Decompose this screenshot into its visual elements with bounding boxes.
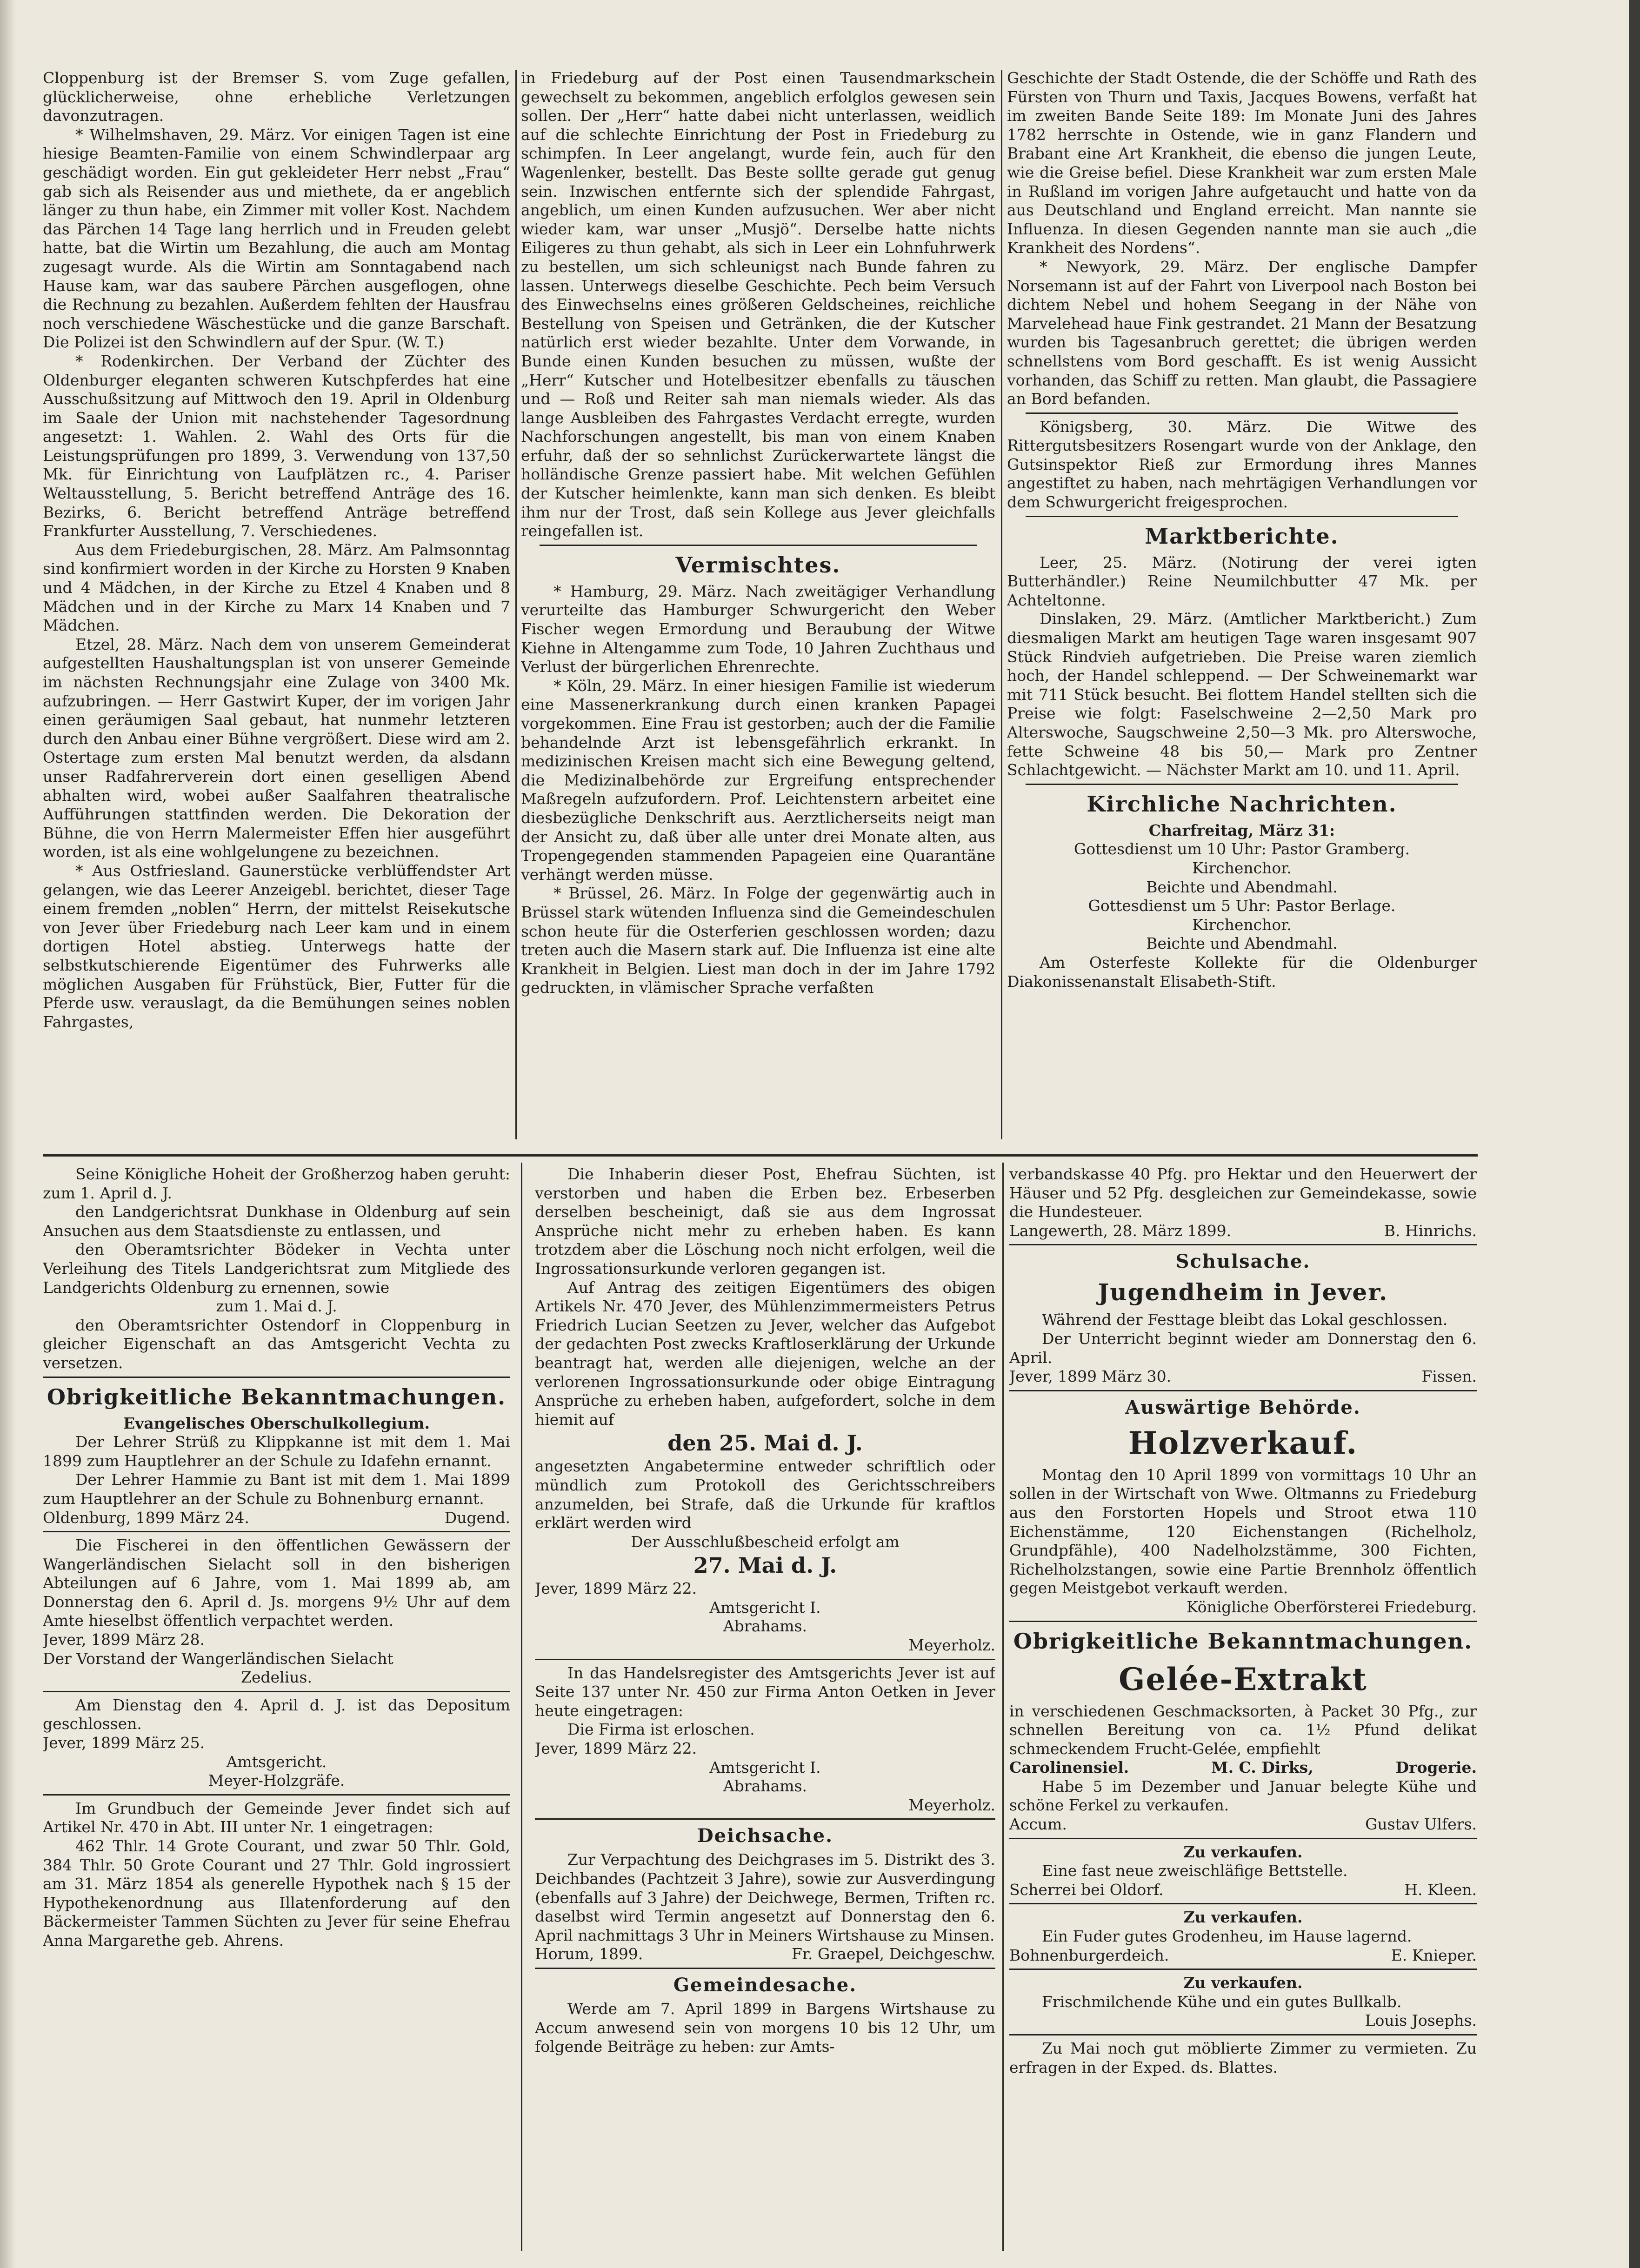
article-paragraph: * Wilhelmshaven, 29. März. Vor einigen Tagen ist eine hiesige Beamten-Familie von einem Schwindlerpaar arg geschädigt worden. Ein gut gekleideter Herr nebst „Frau“ gab sich als Reisender aus und miethete, da er angeblich länger zu thun habe, ein Zimmer mit voller Kost. Nachdem das Pärchen 14 Tage lang herrlich und in Freuden gelebt hatte, bat die Wirtin um Bezahlung, die auch am Montag zugesagt wurde. Als die Wirtin am Sonntagabend nach Hause kam, war das saubere Pärchen ausgeflogen, ohne die Rechnung zu bezahlen. Außerdem fehlten der Hausfrau noch verschiedene Wäschestücke und die ganze Barschaft. Die Polizei ist den Schwindlern auf der Spur. (W. T.)	[43, 125, 510, 352]
centered-line: Gottesdienst um 5 Uhr: Pastor Berlage.	[1088, 897, 1396, 915]
article-paragraph: Aus dem Friedeburgischen, 28. März. Am Palmsonntag sind konfirmiert worden in der Kirche zu Horsten 9 Knaben und 4 Mädchen, in der Kirche zu Etzel 4 Knaben und 8 Mädchen und in der Kirche zu Marx 14 Knaben und 7 Mädchen.	[43, 540, 510, 635]
rule-divider	[535, 1968, 995, 1969]
article-paragraph: Eine fast neue zweischläfige Bettstelle.	[1042, 1862, 1348, 1880]
signature-line: Meyerholz.	[908, 1636, 995, 1655]
column-divider	[515, 70, 517, 1139]
rule-divider	[1009, 1838, 1477, 1839]
signature-line: Meyerholz.	[908, 1796, 995, 1814]
article-paragraph: Frischmilchende Kühe und ein gutes Bullkalb.	[1042, 1992, 1402, 2011]
signature-part: Langewerth, 28. März 1899.	[1009, 1221, 1232, 1240]
signature-part: B. Hinrichs.	[1384, 1221, 1477, 1240]
article-paragraph: Während der Festtage bleibt das Lokal geschlossen.	[1042, 1310, 1448, 1329]
article-paragraph: in Friedeburg auf der Post einen Tausendmarkschein gewechselt zu bekommen, angeblich erfolglos gewesen sein sollen. Der „Herr“ hatte dabei nicht unterlassen, weidlich auf die schlechte Einrichtung der Post in Friedeburg zu schimpfen. In Leer angelangt, wurde fein, auch für den Wagenlenker, bestellt. Das Beste sollte gerade gut genug sein. Inzwischen entfernte sich der splendide Fahrgast, angeblich, um einen Kunden aufzusuchen. Wer aber nicht wieder kam, war unser „Musjö“. Derselbe hatte nichts Eiligeres zu thun gehabt, als sich in Leer ein Lohnfuhrwerk zu bestellen, um sich schleunigst nach Bunde fahren zu lassen. Unterwegs dieselbe Geschichte. Pech beim Versuch des Einwechselns eines größeren Geldscheines, reichliche Bestellung von Speisen und Getränken, die der Kutscher natürlich erst wieder bezahlte. Unter dem Vorwande, in Bunde einen Kunden besuchen zu müssen, wußte der „Herr“ Kutscher und Hotelbesitzer ebenfalls zu täuschen und — Roß und Reiter sah man niemals wieder. Als das lange Ausbleiben des Fahrgastes Verdacht erregte, wurden Nachforschungen angestellt, bis man von einem Knaben erfuhr, daß der so sehnlichst Zurückerwartete längst die holländische Grenze passiert habe. Mit welchen Gefühlen der Kutscher heimlenkte, kann man sich denken. Es bleibt ihm nur der Trost, daß sein Kollege aus Jever gleichfalls reingefallen ist.	[521, 69, 995, 540]
column-1	[43, 69, 510, 1148]
article-paragraph: Der Lehrer Strüß zu Klippkanne ist mit dem 1. Mai 1899 zum Hauptlehrer an der Schule zu Idafehn ernannt.	[43, 1433, 510, 1470]
article-paragraph: * Newyork, 29. März. Der englische Dampfer Norsemann ist auf der Fahrt von Liverpool nach Boston bei dichtem Nebel und hohem Seegang in der Nähe von Marvelehead haue Fink gestrandet. 21 Mann der Besatzung wurden bis Tagesanbruch gerettet; die übrigen werden schnellstens vom Bord geschafft. Es ist wenig Aussicht vorhanden, das Schiff zu retten. Man glaubt, die Passagiere an Bord befanden.	[1007, 257, 1477, 408]
signature-line	[1009, 1758, 1477, 1777]
signature-part: Scherrei bei Oldorf.	[1009, 1880, 1164, 1899]
rule-divider	[1026, 516, 1458, 517]
rule-divider	[43, 1794, 510, 1796]
article-paragraph: Der Unterricht beginnt wieder am Donnerstag den 6. April.	[1009, 1329, 1477, 1367]
rule-divider	[43, 1377, 510, 1378]
article-paragraph: Jever, 1899 März 28.	[43, 1630, 205, 1649]
centered-line: Gottesdienst um 10 Uhr: Pastor Gramberg.	[1073, 840, 1410, 858]
page-edge	[1629, 0, 1640, 2268]
rule-divider	[1009, 2034, 1477, 2035]
centered-line: Zu verkaufen.	[1183, 1908, 1303, 1927]
rule-divider	[1009, 1390, 1477, 1391]
section-divider	[43, 1154, 1478, 1157]
article-paragraph: verbandskasse 40 Pfg. pro Hektar und den Heuerwert der Häuser und 52 Pfg. desgleichen zur Gemeindekasse, sowie die Hundesteuer.	[1009, 1165, 1477, 1221]
article-paragraph: * Brüssel, 26. März. In Folge der gegenwärtig auch in Brüssel stark wütenden Influenza sind die Gemeindeschulen schon heute für die Osterferien geschlossen worden; dazu treten auch die Masern stark auf. Die Influenza ist eine alte Krankheit in Belgien. Liest man doch in der im Jahre 1792 gedruckten, in vlämischer Sprache verfaßten	[521, 884, 995, 997]
centered-line: Zedelius.	[241, 1668, 312, 1687]
section-heading: Obrigkeitliche Bekanntmachungen.	[1013, 1628, 1473, 1654]
signature-line	[1009, 1222, 1477, 1241]
rule-divider	[1009, 1903, 1477, 1904]
article-paragraph: Etzel, 28. März. Nach dem von unserem Gemeinderat aufgestellten Haushaltungsplan ist von unserer Gemeinde im nächsten Rechnungsjahr eine Zulage von 3400 Mk. aufzubringen. — Herr Gastwirt Kuper, der im vorigen Jahr einen geräumigen Saal gebaut, hat nunmehr letzteren durch den Anbau einer Bühne vergrößert. Diese wird am 2. Ostertage zum ersten Mal benutzt werden, da alsdann unser Radfahrerverein dort einen geselligen Abend abhalten wird, wobei außer Saalfahren theatralische Aufführungen stattfinden werden. Die Dekoration der Bühne, die von Herrn Malermeister Effen hier ausgeführt worden, ist als eine wohlgelungene zu bezeichnen.	[43, 635, 510, 861]
rule-divider	[43, 1691, 510, 1692]
article-paragraph: Jever, 1899 März 25.	[43, 1734, 205, 1752]
section-heading: Schulsache.	[1175, 1250, 1311, 1273]
article-paragraph: Die Fischerei in den öffentlichen Gewässern der Wangerländischen Sielacht soll in den bisherigen Abteilungen auf 6 Jahre, vom 1. Mai 1899 ab, am Donnerstag den 6. April d. Js. morgens 9½ Uhr auf dem Amte hieselbst öffentlich verpachtet werden.	[43, 1536, 510, 1630]
signature-line	[1009, 1881, 1477, 1900]
article-paragraph: Auf Antrag des zeitigen Eigentümers des obigen Artikels Nr. 470 Jever, des Mühlenzimmermeisters Petrus Friedrich Lucian Seetzen zu Jever, welcher das Aufgebot der gedachten Post zwecks Kraftloserklärung der Urkunde beantragt hat, werden alle diejenigen, welche an der verlorenen Ingrossationsurkunde oder obige Eintragung Ansprüche zu erheben haben, aufgefordert, solche in dem hiemit auf	[535, 1278, 995, 1429]
section-heading: Jugendheim in Jever.	[1098, 1278, 1388, 1306]
article-paragraph: Königsberg, 30. März. Die Witwe des Rittergutsbesitzers Rosengart wurde von der Anklage, den Gutsinspektor Rieß zur Ermordung ihres Mannes angestiftet zu haben, nach mehrtägigen Verhandlungen vor dem Schwurgericht freigesprochen.	[1007, 417, 1477, 512]
article-paragraph: Am Dienstag den 4. April d. J. ist das Depositum geschlossen.	[43, 1696, 510, 1733]
column-divider	[521, 1163, 522, 2251]
article-paragraph: Die Firma ist erloschen.	[567, 1720, 755, 1739]
article-paragraph: den Oberamtsrichter Ostendorf in Cloppenburg in gleicher Eigenschaft an das Amtsgericht Vechta zu versetzen.	[43, 1316, 510, 1372]
centered-line: Zu verkaufen.	[1183, 1974, 1303, 1992]
centered-line: Kirchenchor.	[1192, 858, 1292, 877]
signature-part: Drogerie.	[1395, 1758, 1477, 1777]
article-paragraph: * Rodenkirchen. Der Verband der Züchter des Oldenburger eleganten schweren Kutschpferdes hat eine Ausschußsitzung auf Mittwoch den 19. April in Oldenburg im Saale der Union mit nachstehender Tagesordnung angesetzt: 1. Wahlen. 2. Wahl des Orts für die Leistungsprüfungen pro 1899, 3. Verwendung von 137,50 Mk. für Einrichtung von Laufplätzen rc., 4. Pariser Weltausstellung, 5. Bericht betreffend Anträge des 16. Bezirks, 6. Bericht betreffend Anträge betreffend Frankfurter Ausstellung, 7. Verschiedenes.	[43, 352, 510, 540]
signature-part: H. Kleen.	[1404, 1880, 1477, 1899]
section-heading: Kirchliche Nachrichten.	[1087, 791, 1397, 817]
rule-divider	[1026, 412, 1458, 414]
column-4	[43, 1165, 510, 2253]
article-paragraph: angesetzten Angabetermine entweder schriftlich oder mündlich zum Protokoll des Gerichtsschreibers anzumelden, bei Strafe, daß die Urkunde für kraftlos erklärt werden wird	[535, 1457, 995, 1532]
centered-line: Abrahams.	[723, 1777, 807, 1796]
article-paragraph: * Köln, 29. März. In einer hiesigen Familie ist wiederum eine Massenerkrankung durch einen kranken Papagei vorgekommen. Eine Frau ist gestorben; auch der die Familie behandelnde Arzt ist lebensgefährlich erkrankt. In medizinischen Kreisen macht sich eine Bewegung geltend, die Medizinalbehörde zur Ergreifung entsprechender Maßregeln aufzufordern. Prof. Leichtenstern arbeitet eine diesbezügliche Denkschrift aus. Aerztlicherseits neigt man der Ansicht zu, daß über alle unter drei Monate alten, aus Tropengegenden stammenden Papageien eine Quarantäne verhängt werden müsse.	[521, 676, 995, 884]
article-paragraph: * Aus Ostfriesland. Gaunerstücke verblüffendster Art gelangen, wie das Leerer Anzeigebl. berichtet, dieser Tage einem fremden „noblen“ Herrn, der mittelst Reisekutsche von Jever über Friedeburg nach Leer kam und in einem dortigen Hotel abstieg. Unterwegs hatte der selbstkutschierende Eigentümer des Fuhrwerks alle möglichen Ausgaben für Frühstück, Bier, Futter für die Pferde usw. verauslagt, da die Bemühungen seines noblen Fahrgastes,	[43, 861, 510, 1031]
centered-line: Meyer-Holzgräfe.	[208, 1771, 345, 1790]
signature-part: Fissen.	[1421, 1367, 1477, 1386]
article-paragraph: Jever, 1899 März 22.	[535, 1739, 697, 1758]
signature-part: Jever, 1899 März 30.	[1009, 1367, 1172, 1386]
section-heading: Marktberichte.	[1145, 523, 1339, 549]
date-line: 27. Mai d. J.	[693, 1553, 837, 1578]
signature-part: Horum, 1899.	[535, 1945, 643, 1963]
rule-divider	[535, 1818, 995, 1820]
signature-part: Bohnenburgerdeich.	[1009, 1946, 1169, 1964]
article-paragraph: Cloppenburg ist der Bremser S. vom Zuge gefallen, glücklicherweise, ohne erhebliche Verletzungen davonzutragen.	[43, 69, 510, 125]
article-paragraph: Die Inhaberin dieser Post, Ehefrau Süchten, ist verstorben und haben die Erben bez. Erbeserben derselben bescheinigt, daß sie aus dem Ingrossat Ansprüche nicht mehr zu erheben haben. Es kann trotzdem aber die Löschung noch nicht erfolgen, weil die Ingrossationsurkunde verloren gegangen ist.	[535, 1165, 995, 1277]
article-paragraph: Leer, 25. März. (Notirung der verei igten Butterhändler.) Reine Neumilchbutter 47 Mk. per Achteltonne.	[1007, 553, 1477, 609]
article-paragraph: Dinslaken, 29. März. (Amtlicher Marktbericht.) Zum diesmaligen Markt am heutigen Tage waren insgesamt 907 Stück Rindvieh aufgetrieben. Die Preise waren ziemlich hoch, der Handel schleppend. — Der Schweinemarkt war mit 711 Stück besucht. Bei flottem Handel stellten sich die Preise wie folgt: Faselschweine 2—2,50 Mark pro Alterswoche, Saugschweine 2,50—3 Mk. pro Alterswoche, fette Schweine 48 bis 50,— Mark pro Zentner Schlachtgewicht. — Nächster Markt am 10. und 11. April.	[1007, 610, 1477, 779]
centered-line: Kirchenchor.	[1192, 915, 1292, 934]
article-paragraph: Zu Mai noch gut möblierte Zimmer zu vermieten. Zu erfragen in der Exped. ds. Blattes.	[1009, 2039, 1477, 2076]
column-divider	[1002, 1163, 1004, 2251]
article-paragraph: Seine Königliche Hoheit der Großherzog haben geruht: zum 1. April d. J.	[43, 1165, 510, 1202]
column-divider	[1001, 70, 1002, 1139]
signature-part: Dugend.	[444, 1508, 510, 1527]
column-6	[1009, 1165, 1477, 2253]
article-paragraph: Werde am 7. April 1899 in Bargens Wirtshause zu Accum anwesend sein von morgens 10 bis 12 Uhr, um folgende Beiträge zu heben: zur Amts-	[535, 1999, 995, 2056]
centered-line: Amtsgericht I.	[709, 1598, 821, 1616]
rule-divider	[1009, 1621, 1477, 1622]
signature-part: Carolinensiel.	[1009, 1758, 1129, 1777]
date-line: den 25. Mai d. J.	[667, 1430, 863, 1456]
centered-line: Amtsgericht I.	[709, 1758, 821, 1776]
centered-line: zum 1. Mai d. J.	[216, 1297, 337, 1316]
article-paragraph: Am Osterfeste Kollekte für die Oldenburger Diakonissenanstalt Elisabeth-Stift.	[1007, 953, 1477, 991]
centered-line: Abrahams.	[723, 1617, 807, 1636]
centered-line: Amtsgericht.	[226, 1752, 327, 1771]
signature-part: Oldenburg, 1899 März 24.	[43, 1508, 249, 1527]
rule-divider	[1009, 1969, 1477, 1970]
signature-part: Accum.	[1009, 1815, 1067, 1834]
centered-line: Charfreitag, März 31:	[1148, 821, 1335, 839]
rule-divider	[1009, 1244, 1477, 1245]
rule-divider	[1026, 784, 1458, 785]
section-heading: Deichsache.	[697, 1825, 833, 1847]
article-paragraph: Geschichte der Stadt Ostende, die der Schöffe und Rath des Fürsten von Thurn und Taxis, Jacques Bowens, verfaßt hat im zweiten Bande Seite 189: Im Monate Juni des Jahres 1782 herrschte in Ostende, wie in ganz Flandern und Brabant eine Art Krankheit, die ebenso die jungen Leute, wie die Greise befiel. Diese Krankheit war zum ersten Male in Rußland im vorigen Jahre aufgetaucht und hatte von da aus Deutschland und England erreicht. Man nannte sie Influenza. In diesen Gegenden nannte man sie auch „die Krankheit des Nordens“.	[1007, 69, 1477, 257]
centered-line: Zu verkaufen.	[1183, 1842, 1303, 1861]
article-paragraph: Habe 5 im Dezember und Januar belegte Kühe und schöne Ferkel zu verkaufen.	[1009, 1777, 1477, 1815]
article-paragraph: Ein Fuder gutes Grodenheu, im Hause lagernd.	[1042, 1927, 1412, 1946]
article-paragraph: * Hamburg, 29. März. Nach zweitägiger Verhandlung verurteilte das Hamburger Schwurgericht den Weber Fischer wegen Ermordung und Beraubung der Witwe Kiehne in Altengamme zum Tode, 10 Jahren Zuchthaus und Verlust der bürgerlichen Ehrenrechte.	[521, 582, 995, 676]
signature-line	[1009, 1367, 1477, 1386]
rule-divider	[535, 1659, 995, 1660]
column-2	[521, 69, 995, 1148]
signature-line	[1009, 1815, 1477, 1834]
rule-divider	[43, 1531, 510, 1532]
signature-line: Louis Josephs.	[1365, 2011, 1477, 2030]
section-heading: Gelée-Extrakt	[1119, 1661, 1367, 1697]
article-paragraph: den Landgerichtsrat Dunkhase in Oldenburg auf sein Ansuchen aus dem Staatsdienste zu entlassen, und	[43, 1203, 510, 1240]
centered-line: Beichte und Abendmahl.	[1146, 878, 1338, 896]
signature-part: M. C. Dirks,	[1211, 1758, 1313, 1777]
section-heading: Gemeindesache.	[673, 1974, 857, 1996]
column-5	[535, 1165, 995, 2253]
signature-part: E. Knieper.	[1391, 1946, 1477, 1964]
centered-line: Evangelisches Oberschulkollegium.	[123, 1414, 430, 1432]
article-paragraph: In das Handelsregister des Amtsgerichts Jever ist auf Seite 137 unter Nr. 450 zur Firma Anton Oetken in Jever heute eingetragen:	[535, 1663, 995, 1720]
signature-line	[1009, 1946, 1477, 1965]
article-paragraph: 462 Thlr. 14 Grote Courant, und zwar 50 Thlr. Gold, 384 Thlr. 50 Grote Courant und 27 Thlr. Gold ingrossiert am 31. März 1854 als generelle Hypothek nach § 15 der Hypothekenordnung aus Illatenforderung auf den Bäckermeister Tammen Süchten zu Jever für seine Ehefrau Anna Margarethe geb. Ahrens.	[43, 1837, 510, 1949]
centered-line: Beichte und Abendmahl.	[1146, 934, 1338, 953]
column-3	[1007, 69, 1477, 1148]
signature-part: Fr. Graepel, Deichgeschw.	[792, 1945, 995, 1963]
signature-line	[43, 1509, 510, 1528]
signature-part: Gustav Ulfers.	[1365, 1815, 1477, 1834]
article-paragraph: Jever, 1899 März 22.	[535, 1579, 697, 1598]
article-paragraph: Zur Verpachtung des Deichgrases im 5. Distrikt des 3. Deichbandes (Pachtzeit 3 Jahre), sowie zur Ausverdingung (ebenfalls auf 3 Jahre) der Deichwege, Bermen, Triften rc. daselbst wird Termin angesetzt auf Donnerstag den 6. April nachmittags 3 Uhr in Meiners Wirtshause zu Minsen.	[535, 1850, 995, 1944]
signature-line: Königliche Oberförsterei Friedeburg.	[1186, 1597, 1477, 1616]
section-heading: Vermischtes.	[675, 552, 841, 578]
article-paragraph: den Oberamtsrichter Bödeker in Vechta unter Verleihung des Titels Landgerichtsrat zum Mitgliede des Landgerichts Oldenburg zu ernennen, sowie	[43, 1240, 510, 1297]
article-paragraph: Im Grundbuch der Gemeinde Jever findet sich auf Artikel Nr. 470 in Abt. III unter Nr. 1 eingetragen:	[43, 1799, 510, 1836]
signature-line	[535, 1945, 995, 1964]
section-heading: Auswärtige Behörde.	[1125, 1396, 1361, 1418]
article-paragraph: Der Lehrer Hammie zu Bant ist mit dem 1. Mai 1899 zum Hauptlehrer an der Schule zu Bohnenburg ernannt.	[43, 1470, 510, 1508]
rule-divider	[540, 545, 977, 546]
section-heading: Obrigkeitliche Bekanntmachungen.	[47, 1384, 507, 1410]
article-paragraph: Montag den 10 April 1899 von vormittags 10 Uhr an sollen in der Wirtschaft von Wwe. Oltmanns zu Friedeburg aus den Forstorten Hopels und Stroot etwa 110 Eichenstämme, 120 Eichenstangen (Richelholz, Grundpfähle), 400 Nadelholzstämme, 300 Fichten, Richelholzstangen, sowie eine Partie Brennholz öffentlich gegen Meistgebot verkauft werden.	[1009, 1465, 1477, 1597]
page-gutter	[0, 0, 16, 2268]
centered-line: Der Ausschlußbescheid erfolgt am	[631, 1532, 900, 1551]
section-heading: Holzverkauf.	[1128, 1424, 1358, 1461]
article-paragraph: Der Vorstand der Wangerländischen Sielacht	[43, 1649, 393, 1668]
article-paragraph: in verschiedenen Geschmacksorten, à Packet 30 Pfg., zur schnellen Bereitung von ca. 1½ Pfund delikat schmeckendem Frucht-Gelée, empfiehlt	[1009, 1702, 1477, 1758]
